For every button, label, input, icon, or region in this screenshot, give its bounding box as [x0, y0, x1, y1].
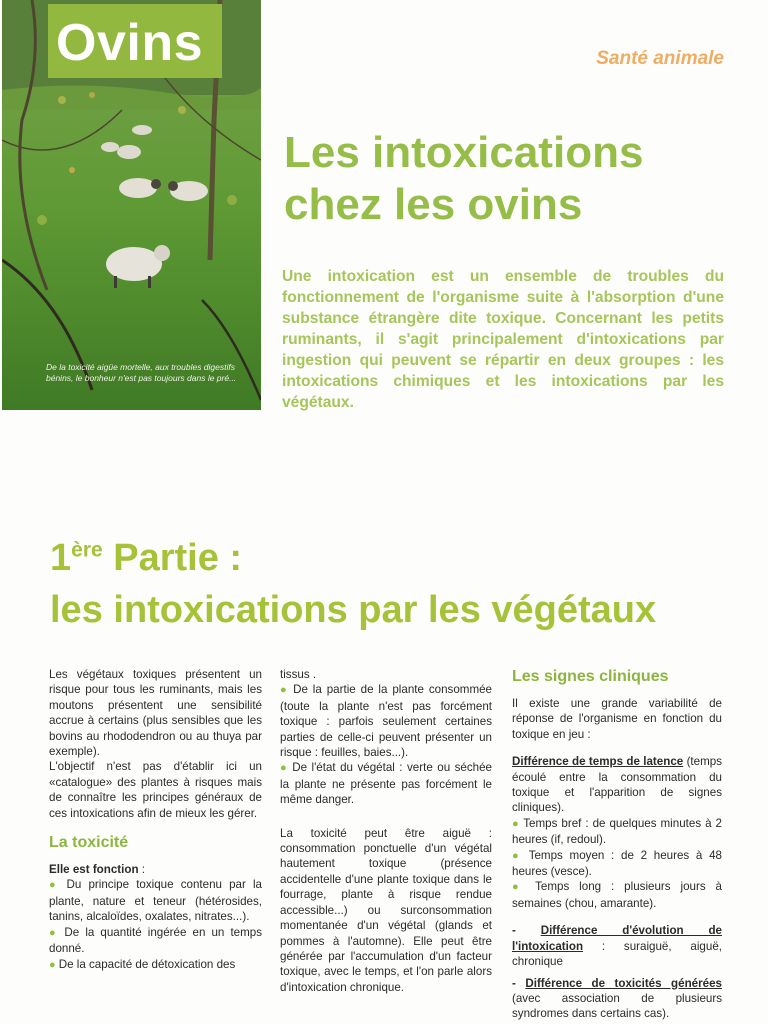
part-number-suffix: ère — [71, 538, 103, 562]
fonction-line — [49, 862, 262, 877]
bullet-dot-icon: ● — [280, 762, 293, 775]
bullet-item — [280, 682, 492, 760]
text-column-3 — [512, 667, 722, 1022]
toxicity-heading: La toxicité — [49, 834, 129, 852]
bullet-item — [280, 760, 492, 807]
photo-caption: De la toxicité aigüe mortelle, aux troubles digestifs bénins, le bonheur n'est pas toujours dans le pré... — [46, 362, 237, 383]
section-brand-label: Ovins — [56, 14, 203, 72]
toxicity-diff-paragraph — [512, 976, 722, 1022]
bullet-dot-icon: ● — [49, 926, 65, 939]
toxicity-diff-prefix: - — [512, 976, 526, 990]
bullet-item — [512, 848, 722, 880]
bullet-item — [512, 879, 722, 911]
bullet-dot-icon: ● — [280, 684, 294, 697]
toxicity-paragraph: La toxicité peut être aiguë : consommation ponctuelle d'un végétal hautement toxique (présence accidentelle d'une plante toxique dans le fourrage, plante à risque rendue accessible...) ou surconsommation momentanée d'un végétal (glands et pommes à l'automne). Elle peut être générée par l'accumulation d'un facteur toxique, avec le temps, et l'on parle alors d'intoxication chronique. — [280, 826, 492, 994]
bullet-text: De la quantité ingérée en un temps donné. — [49, 925, 263, 956]
rubric-label: Santé animale — [596, 48, 724, 69]
title-line-2: chez les ovins — [284, 180, 583, 229]
clinical-intro: Il existe une grande variabilité de réponse de l'organisme en fonction du toxique en jeu : — [512, 697, 722, 741]
latency-heading: Différence de temps de latence — [512, 755, 684, 769]
bullet-item — [49, 957, 262, 973]
bullet-text: Temps moyen : de 2 heures à 48 heures (vesce). — [512, 848, 722, 879]
bullet-text: De l'état du végétal : verte ou séchée la plante ne présente pas forcément le même danger. — [280, 761, 492, 807]
latency-text: (temps écoulé entre la consommation du toxique et l'apparition de signes cliniques). — [512, 755, 723, 815]
part-label: Partie : — [102, 537, 243, 579]
fonction-bold: Elle est fonction — [49, 863, 139, 877]
fonction-rest: : — [138, 863, 145, 877]
bullet-text: Temps bref : de quelques minutes à 2 heures (if, redoul). — [512, 816, 722, 847]
evolution-paragraph — [512, 923, 722, 969]
bullet-item — [49, 877, 262, 924]
evolution-prefix: - — [512, 924, 541, 938]
bullet-text: Temps long : plusieurs jours à semaines (chou, amarante). — [512, 880, 722, 910]
bullet-text: De la capacité de détoxication des — [58, 957, 236, 971]
toxicity-diff-heading: Différence de toxicités générées — [525, 976, 722, 990]
bullet-dot-icon: ● — [49, 879, 67, 892]
part-subtitle: les intoxications par les végétaux — [50, 589, 657, 631]
bullet-text: Du principe toxique contenu par la plante, nature et teneur (hétérosides, tanins, alcaloïdes, oxalates, nitrates...). — [49, 878, 262, 924]
text-column-2 — [280, 667, 492, 995]
col2-continuation: tissus . — [280, 668, 317, 681]
bullet-dot-icon: ● — [49, 958, 59, 971]
part-number: 1 — [50, 537, 72, 579]
evolution-text: : suraiguë, aiguë, chronique — [512, 939, 722, 969]
bullet-item — [512, 816, 722, 848]
title-line-1: Les intoxications — [284, 128, 644, 177]
part-title-line — [50, 532, 750, 584]
bullet-text: De la partie de la plante consommée (toute la plante n'est pas forcément toxique : parfois seulement certaines parties de celle-ci peuvent présenter un risque : feuilles, baies...). — [280, 683, 492, 760]
col1-intro: Les végétaux toxiques présentent un risque pour tous les ruminants, mais les moutons présentent une sensibilité accrue à certains (plus sensibles que les bovins au rhododendron ou au thuya par exemple). — [49, 668, 262, 759]
bullet-item — [49, 925, 262, 957]
bullet-dot-icon: ● — [512, 881, 536, 894]
article-lead: Une intoxication est un ensemble de troubles du fonctionnement de l'organisme suite à l'absorption d'une substance étrangère dite toxique. Concernant les petits ruminants, il s'agit principalement d'intoxications par ingestion qui peuvent se répartir en deux groupes : les intoxications chimiques et les intoxications par les végétaux. — [282, 268, 724, 411]
clinical-signs-heading: Les signes cliniques — [512, 668, 669, 685]
article-title — [284, 127, 744, 231]
latency-paragraph — [512, 754, 722, 816]
part-heading — [50, 532, 750, 636]
bullet-dot-icon: ● — [512, 849, 529, 862]
bullet-dot-icon: ● — [512, 817, 524, 830]
toxicity-diff-text: (avec association de plusieurs syndromes dans certains cas). — [512, 991, 722, 1021]
text-column-1 — [49, 667, 262, 973]
evolution-heading: Différence d'évolution de l'intoxication — [512, 924, 722, 953]
col1-intro-2: L'objectif n'est pas d'établir ici un «catalogue» des plantes à risques mais de connaître les principes généraux de ces intoxications afin de mieux les gérer. — [49, 760, 262, 820]
